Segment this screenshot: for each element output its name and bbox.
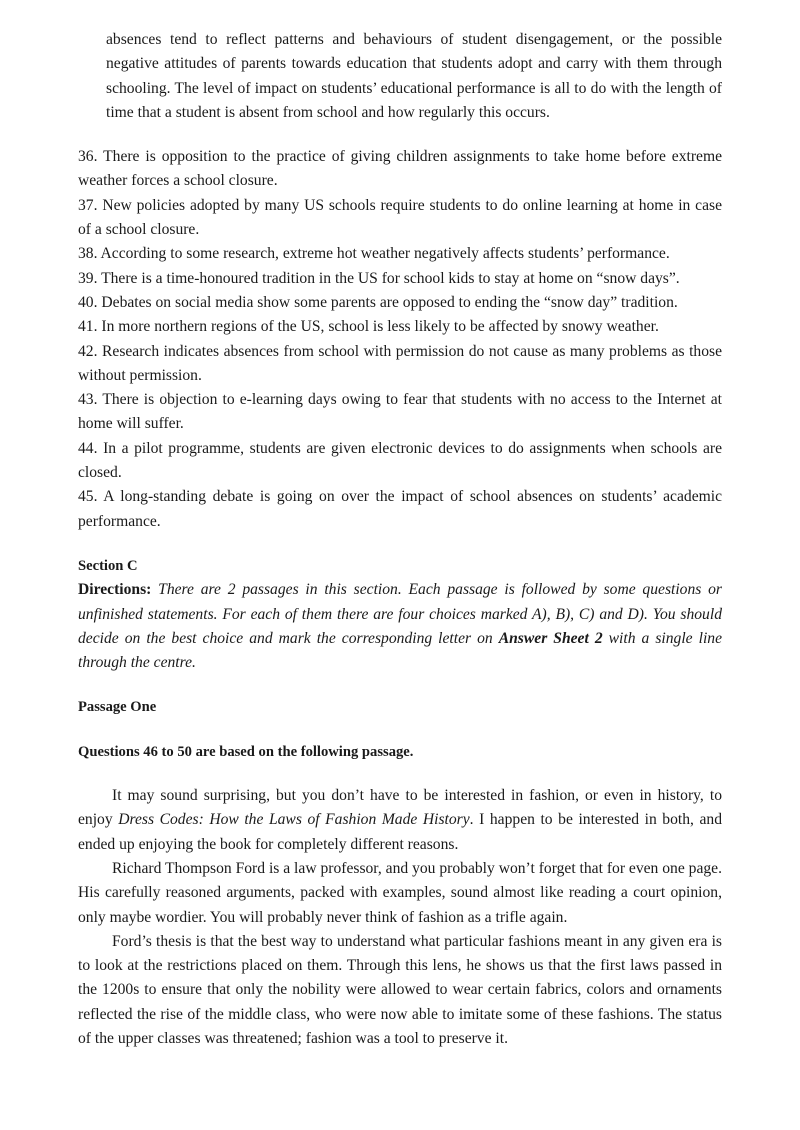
p1-text-b: . I happen to be interested in both, and ended up enjoying the book for completely different reasons. [78,811,723,853]
statement-36: 36. There is opposition to the practice of giving children assignments to take home before extreme weather forces a school closure. [78,148,722,190]
statement-42: 42. Research indicates absences from school with permission do not cause as many problems as those without permission. [78,342,722,384]
statement-37: 37. New policies adopted by many US schools require students to do online learning at home in case of a school closure. [78,196,722,239]
statement-41: 41. In more northern regions of the US, school is less likely to be affected by snowy weather. [78,318,659,336]
section-c-title: Section C [78,557,138,574]
directions-text-1: There are 2 passages in this section. Each passage is followed by some questions or unfinished statements. For each of them there are four choices marked A), B), C) and D). You should decide on the best choice and mark the corresponding letter on [78,581,722,647]
passage-paragraph-3: Ford’s thesis is that the best way to understand what particular fashions meant in any given era is to look at the restrictions placed on them. Through this lens, he shows us that the first laws passed in the 1200s to ensure that only the nobility were allowed to wear certain fabrics, colors and ornaments reflected the rise of the middle class, who were now able to imitate some of these fashions. The status of the upper classes was threatened; fashion was a tool to preserve it. [78,932,722,1047]
statement-38: 38. According to some research, extreme hot weather negatively affects students’ performance. [78,245,670,263]
passage-one-title: Passage One [78,699,157,716]
book-title: Dress Codes: How the Laws of Fashion Made History [118,811,470,829]
directions-answer-sheet: Answer Sheet 2 [498,629,603,647]
statement-43: 43. There is objection to e-learning days owing to fear that students with no access to the Internet at home will suffer. [78,391,722,433]
p1-text-a: It may sound surprising, but you don’t have to be interested in fashion, or even in history, to enjoy [78,787,722,829]
questions-note: Questions 46 to 50 are based on the following passage. [78,743,414,760]
passage-paragraph-1 [78,784,722,857]
statement-44: 44. In a pilot programme, students are given electronic devices to do assignments when schools are closed. [78,439,722,482]
statement-39: 39. There is a time-honoured tradition in the US for school kids to stay at home on “snow days”. [78,269,680,287]
statement-45: 45. A long-standing debate is going on over the impact of school absences on students’ academic performance. [78,488,722,530]
intro-paragraph-block [78,28,722,125]
directions-text-2: with a single line through the centre. [78,629,722,672]
passage-paragraph-2: Richard Thompson Ford is a law professor, and you probably won’t forget that for even one page. His carefully reasoned arguments, packed with examples, sound almost like reading a court opinion, only maybe wordier. You will probably never think of fashion as a trifle again. [78,859,722,926]
statement-list [78,145,722,534]
statement-40: 40. Debates on social media show some parents are opposed to ending the “snow day” tradition. [78,293,678,311]
section-c-directions [78,578,722,675]
directions-label: Directions: [78,581,152,599]
intro-paragraph: absences tend to reflect patterns and behaviours of student disengagement, or the possible negative attitudes of parents towards education that students adopt and carry with them through schooling. The level of impact on students’ educational performance is all to do with the length of time that a student is absent from school and how regularly this occurs. [106,31,722,121]
